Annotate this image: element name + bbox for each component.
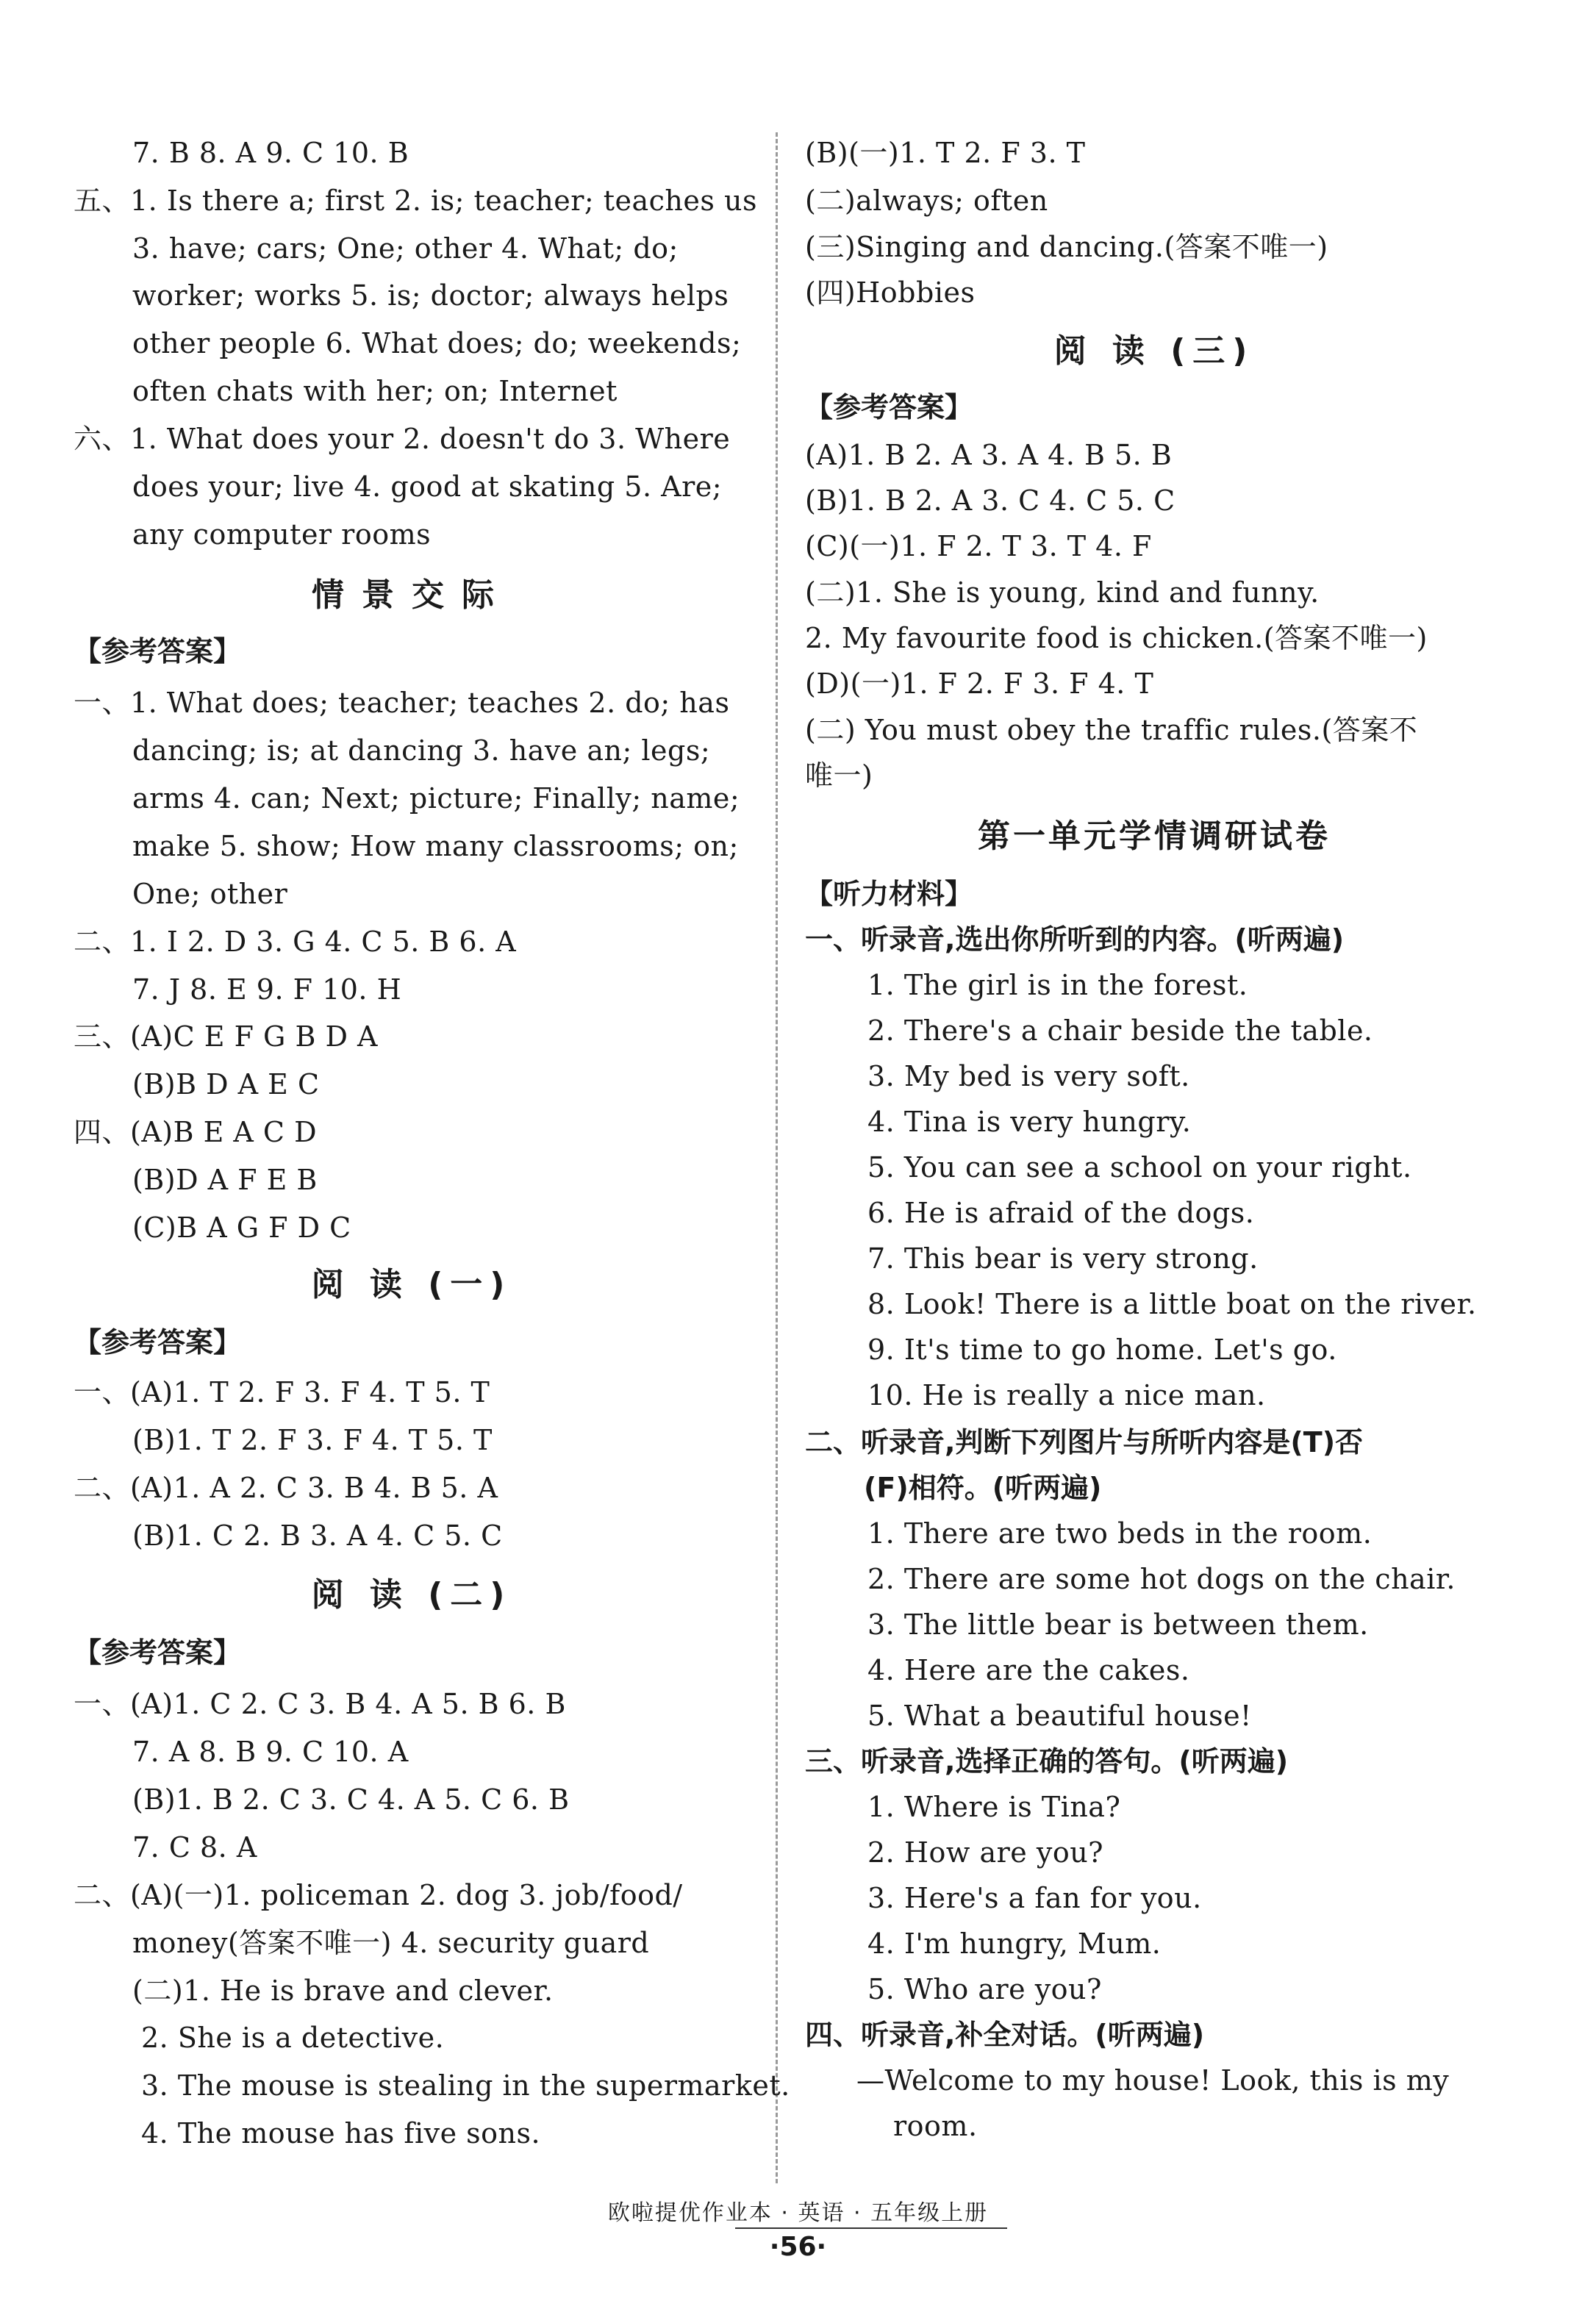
answer-line: (B)D A F E B <box>132 1164 318 1196</box>
list-item: 3. The little bear is between them. <box>867 1608 1369 1641</box>
answer-line: make 5. show; How many classrooms; on; <box>132 830 739 862</box>
answer-line: 3. The mouse is stealing in the supermarket. <box>141 2069 790 2102</box>
list-item: 3. Here's a fan for you. <box>867 1882 1202 1914</box>
answer-line: 7. J 8. E 9. F 10. H <box>132 973 402 1006</box>
answer-line: (二)1. He is brave and clever. <box>132 1975 554 2007</box>
section-heading: 阅 读 (一) <box>311 1266 512 1303</box>
list-item: 5. What a beautiful house! <box>867 1700 1252 1732</box>
list-item: 1. The girl is in the forest. <box>867 969 1248 1001</box>
answer-line: 四、(A)B E A C D <box>74 1116 318 1148</box>
answer-line: 7. B 8. A 9. C 10. B <box>132 137 409 169</box>
list-item: 7. This bear is very strong. <box>867 1242 1259 1275</box>
answer-line: (四)Hobbies <box>805 276 976 309</box>
answer-line: any computer rooms <box>132 518 432 551</box>
answer-line: money(答案不唯一) 4. security guard <box>132 1927 650 1959</box>
answer-line: (B)1. C 2. B 3. A 4. C 5. C <box>132 1520 503 1552</box>
answer-line: worker; works 5. is; doctor; always helps <box>132 279 729 312</box>
answer-line: (C)(一)1. F 2. T 3. T 4. F <box>805 530 1152 562</box>
dialogue-line: room. <box>893 2110 978 2142</box>
answer-line: (B)1. B 2. C 3. C 4. A 5. C 6. B <box>132 1783 570 1816</box>
list-item: 1. Where is Tina? <box>867 1791 1121 1823</box>
question-instruction: 一、听录音,选出你所听到的内容。(听两遍) <box>805 923 1345 956</box>
answer-key-tag: 【参考答案】 <box>805 391 973 423</box>
answer-line: 二、(A)(一)1. policeman 2. dog 3. job/food/ <box>74 1879 683 1911</box>
answer-line: (A)1. B 2. A 3. A 4. B 5. B <box>805 439 1173 471</box>
footer-rule <box>735 2227 1007 2229</box>
answer-line: One; other <box>132 878 288 910</box>
answer-line: 一、(A)1. C 2. C 3. B 4. A 5. B 6. B <box>74 1688 566 1720</box>
list-item: 9. It's time to go home. Let's go. <box>867 1334 1337 1366</box>
answer-line: (二) You must obey the traffic rules.(答案不 <box>805 714 1418 746</box>
answer-line: 2. My favourite food is chicken.(答案不唯一) <box>805 622 1428 654</box>
list-item: 2. How are you? <box>867 1836 1104 1869</box>
answer-line: (B)(一)1. T 2. F 3. T <box>805 137 1086 169</box>
answer-line: 7. A 8. B 9. C 10. A <box>132 1736 409 1768</box>
answer-line: 2. She is a detective. <box>141 2022 445 2054</box>
answer-line: (二)always; often <box>805 185 1048 217</box>
answer-key-tag: 【参考答案】 <box>74 1636 242 1669</box>
answer-line: (B)1. B 2. A 3. C 4. C 5. C <box>805 484 1175 517</box>
book-title-footer: 欧啦提优作业本 · 英语 · 五年级上册 <box>607 2200 989 2226</box>
section-heading: 第一单元学情调研试卷 <box>978 817 1331 855</box>
list-item: 4. Here are the cakes. <box>867 1654 1190 1686</box>
answer-line: (B)1. T 2. F 3. F 4. T 5. T <box>132 1424 493 1456</box>
answer-line: does your; live 4. good at skating 5. Are; <box>132 470 723 503</box>
answer-line: 五、1. Is there a; first 2. is; teacher; teaches us <box>74 185 757 217</box>
page-number: ·56· <box>769 2232 827 2262</box>
answer-line: 六、1. What does your 2. doesn't do 3. Where <box>74 423 731 455</box>
list-item: 1. There are two beds in the room. <box>867 1517 1373 1550</box>
answer-line: 7. C 8. A <box>132 1831 257 1864</box>
question-instruction: (F)相符。(听两遍) <box>864 1472 1102 1504</box>
answer-line: 三、(A)C E F G B D A <box>74 1020 378 1053</box>
answer-line: (二)1. She is young, kind and funny. <box>805 576 1320 609</box>
listening-material-tag: 【听力材料】 <box>805 878 973 910</box>
list-item: 8. Look! There is a little boat on the river. <box>867 1288 1477 1320</box>
answer-line: 二、1. I 2. D 3. G 4. C 5. B 6. A <box>74 926 517 958</box>
question-instruction: 四、听录音,补全对话。(听两遍) <box>805 2019 1205 2051</box>
answer-line: arms 4. can; Next; picture; Finally; name; <box>132 782 740 815</box>
list-item: 10. He is really a nice man. <box>867 1379 1266 1411</box>
answer-line: (三)Singing and dancing.(答案不唯一) <box>805 231 1328 263</box>
list-item: 2. There are some hot dogs on the chair. <box>867 1563 1456 1595</box>
answer-key-tag: 【参考答案】 <box>74 635 242 667</box>
list-item: 3. My bed is very soft. <box>867 1060 1190 1092</box>
answer-line: other people 6. What does; do; weekends; <box>132 327 742 359</box>
list-item: 4. I'm hungry, Mum. <box>867 1928 1162 1960</box>
dialogue-line: —Welcome to my house! Look, this is my <box>856 2064 1450 2097</box>
answer-line: 3. have; cars; One; other 4. What; do; <box>132 232 679 265</box>
list-item: 6. He is afraid of the dogs. <box>867 1197 1255 1229</box>
answer-key-tag: 【参考答案】 <box>74 1326 242 1359</box>
answer-line: 二、(A)1. A 2. C 3. B 4. B 5. A <box>74 1472 498 1504</box>
list-item: 5. Who are you? <box>867 1973 1102 2005</box>
question-instruction: 二、听录音,判断下列图片与所听内容是(T)否 <box>805 1426 1364 1458</box>
answer-line: (C)B A G F D C <box>132 1211 351 1244</box>
question-instruction: 三、听录音,选择正确的答句。(听两遍) <box>805 1745 1289 1778</box>
answer-line: (B)B D A E C <box>132 1068 320 1100</box>
answer-line: often chats with her; on; Internet <box>132 375 618 407</box>
column-divider <box>776 132 778 2183</box>
section-heading: 阅 读 (三) <box>1053 332 1255 370</box>
answer-line: 一、1. What does; teacher; teaches 2. do; has <box>74 687 730 719</box>
section-heading: 情景交际 <box>312 576 512 614</box>
answer-line: 一、(A)1. T 2. F 3. F 4. T 5. T <box>74 1376 490 1409</box>
answer-line: 4. The mouse has five sons. <box>141 2117 541 2150</box>
answer-line: dancing; is; at dancing 3. have an; legs; <box>132 734 711 767</box>
answer-line: 唯一) <box>805 759 873 792</box>
section-heading: 阅 读 (二) <box>311 1576 512 1614</box>
answer-line: (D)(一)1. F 2. F 3. F 4. T <box>805 667 1154 700</box>
list-item: 4. Tina is very hungry. <box>867 1106 1192 1138</box>
list-item: 2. There's a chair beside the table. <box>867 1014 1373 1047</box>
list-item: 5. You can see a school on your right. <box>867 1151 1412 1184</box>
